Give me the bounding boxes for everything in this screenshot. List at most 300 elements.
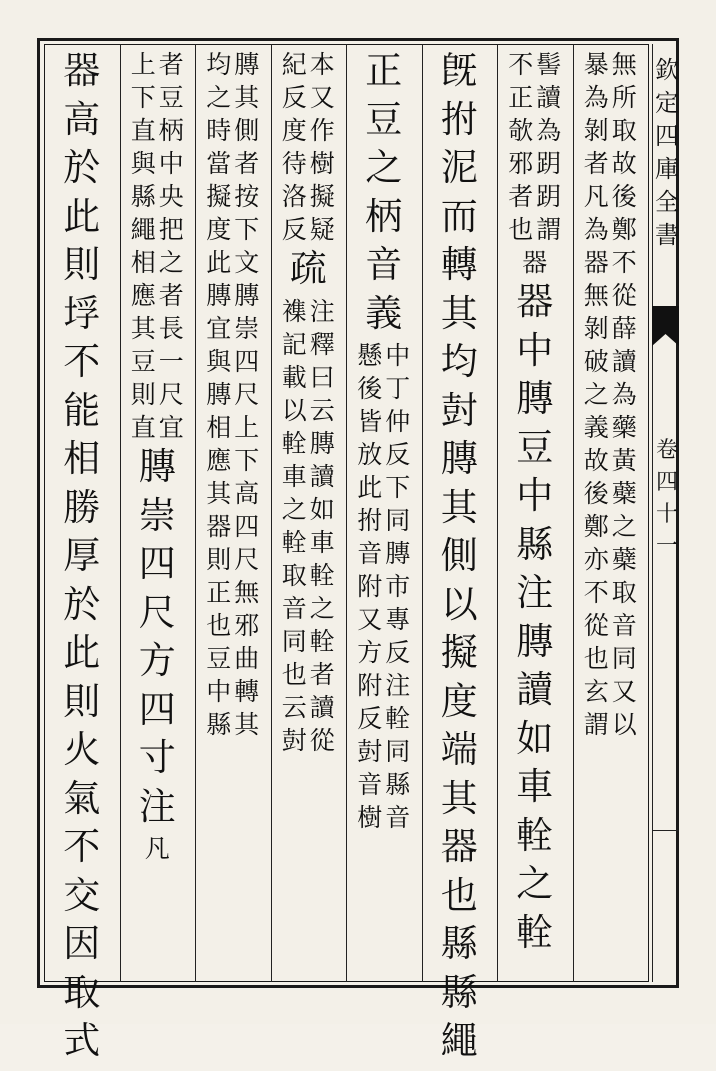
annotation-char: 疑: [309, 215, 335, 244]
annotation-char: 樹: [357, 803, 383, 832]
main-char: 其: [440, 485, 478, 529]
annotation-char: 之: [309, 593, 335, 623]
annotation-char: 應: [130, 281, 156, 310]
annotation-char: 跀: [536, 149, 562, 178]
annotation-char: 度: [206, 215, 232, 244]
annotation-char: 專: [385, 605, 411, 634]
annotation-char: 中: [385, 341, 411, 370]
double-line-annotation: [206, 52, 260, 745]
annotation-char: 其: [234, 710, 260, 739]
annotation-char: 膞: [234, 50, 260, 79]
book-title-char: 四: [655, 122, 679, 150]
volume-char: 十: [655, 502, 678, 527]
main-char: 火: [63, 728, 101, 771]
main-char: 於: [63, 146, 101, 189]
annotation-char: 欹: [508, 116, 534, 145]
annotation-char: 膞: [309, 428, 335, 458]
main-char: 此: [63, 631, 101, 674]
annotation-char: 以: [611, 710, 637, 739]
main-char: 此: [63, 194, 101, 238]
annotation-char: 讀: [309, 461, 335, 491]
annotation-char: 洛: [281, 182, 307, 211]
annotation-char: 以: [281, 395, 307, 425]
annotation-char: 方: [357, 638, 383, 667]
annotation-char: 謂: [536, 215, 562, 244]
annotation-char: 載: [281, 362, 307, 392]
double-line-annotation: [281, 296, 335, 761]
double-line-annotation: [130, 52, 184, 448]
main-char: 縣: [440, 922, 478, 965]
annotation-char: 轉: [234, 677, 260, 706]
annotation-char: 云: [281, 692, 307, 722]
annotation-char: 後: [583, 479, 609, 508]
annotation-char: 縣: [385, 770, 411, 799]
book-title-char: 定: [655, 89, 679, 117]
main-char: 不: [63, 825, 101, 868]
annotation-char: 縣: [130, 182, 156, 211]
annotation-char: 為: [611, 380, 637, 409]
annotation-char: 一: [158, 347, 184, 376]
annotation-char: 中: [158, 149, 184, 178]
main-char: 擬: [440, 631, 478, 674]
annotation-left-line: [281, 52, 307, 250]
annotation-char: 擬: [206, 182, 232, 211]
annotation-char: 注: [309, 296, 335, 326]
annotation-char: 之: [281, 494, 307, 524]
annotation-right-line: [158, 52, 184, 448]
annotation-char: 釋: [309, 329, 335, 359]
main-char: 轉: [440, 243, 478, 286]
main-char: 柄: [365, 194, 403, 238]
annotation-char: 四: [234, 347, 260, 376]
annotation-char: 所: [611, 83, 637, 112]
annotation-char: 則: [206, 545, 232, 574]
annotation-char: 均: [206, 50, 232, 79]
annotation-char: 也: [508, 215, 534, 244]
annotation-char: 直: [130, 116, 156, 145]
annotation-char: 豆: [158, 83, 184, 112]
annotation-right-line: [385, 343, 411, 838]
annotation-char: 音: [357, 770, 383, 799]
column-rule: [271, 44, 272, 982]
annotation-char: 又: [611, 677, 637, 706]
annotation-char: 尺: [234, 380, 260, 409]
volume-char: 四: [655, 470, 678, 495]
annotation-char: 按: [234, 182, 260, 211]
main-char: 於: [63, 582, 101, 626]
annotation-char: 為: [583, 215, 609, 244]
annotation-char: 襍: [281, 296, 307, 326]
main-char: 輇: [516, 910, 554, 954]
annotation-char: 故: [583, 446, 609, 475]
annotation-char: 其: [130, 314, 156, 343]
annotation-char: 無: [583, 281, 609, 310]
annotation-char: 又: [309, 83, 335, 112]
annotation-char: 音: [357, 539, 383, 568]
annotation-right-line: [536, 52, 562, 250]
annotation-char: 從: [309, 725, 335, 755]
annotation-char: 從: [583, 611, 609, 640]
annotation-char: 者: [234, 149, 260, 178]
annotation-char: 央: [158, 182, 184, 211]
main-char: 四: [138, 687, 176, 731]
main-char: 義: [365, 291, 403, 335]
annotation-char: 同: [611, 644, 637, 673]
annotation-right-line: [611, 52, 637, 745]
annotation-char: 輇: [281, 527, 307, 557]
annotation-char: 輇: [309, 626, 335, 656]
annotation-char: 故: [611, 149, 637, 178]
double-line-annotation: [281, 52, 335, 250]
annotation-char: 藥: [611, 413, 637, 442]
main-char: 輇: [516, 813, 554, 857]
annotation-char: 取: [281, 560, 307, 590]
annotation-char: 拊: [357, 506, 383, 535]
annotation-char: 記: [281, 329, 307, 359]
annotation-char: 後: [611, 182, 637, 211]
main-text-run: [513, 280, 557, 962]
main-char: 旣: [440, 49, 478, 92]
annotation-char: 同: [385, 506, 411, 535]
annotation-char: 之: [611, 512, 637, 541]
annotation-char: 作: [309, 116, 335, 145]
annotation-char: 下: [130, 83, 156, 112]
annotation-char: 反: [385, 440, 411, 469]
annotation-left-line: [508, 52, 534, 250]
text-column: [573, 52, 649, 978]
annotation-char: 直: [130, 413, 156, 442]
main-char: 崇: [138, 493, 176, 537]
text-column: [195, 52, 271, 978]
annotation-char: 邪: [234, 611, 260, 640]
main-char: 則: [63, 243, 101, 286]
main-char: 也: [440, 873, 478, 917]
annotation-char: 待: [281, 149, 307, 178]
annotation-char: 亦: [583, 545, 609, 574]
annotation-char: 取: [611, 578, 637, 607]
annotation-char: 邪: [508, 149, 534, 178]
annotation-char: 應: [206, 446, 232, 475]
annotation-char: 膞: [234, 281, 260, 310]
main-char: 膞: [516, 619, 554, 663]
main-char: 讀: [516, 668, 554, 711]
main-char: 正: [365, 49, 403, 92]
main-char: 而: [440, 194, 478, 238]
annotation-char: 之: [206, 83, 232, 112]
main-text-run: [437, 49, 481, 1071]
annotation-char: 髻: [536, 50, 562, 79]
main-char: 器: [63, 49, 101, 92]
annotation-char: 為: [536, 116, 562, 145]
annotation-char: 尌: [281, 725, 307, 755]
annotation-char: 反: [357, 704, 383, 733]
annotation-char: 附: [357, 671, 383, 700]
annotation-char: 輇: [281, 428, 307, 458]
main-char: 膞: [440, 437, 478, 480]
main-char: 均: [440, 340, 478, 383]
double-line-annotation: [508, 52, 562, 250]
annotation-char: 豆: [206, 644, 232, 673]
annotation-char: 暴: [583, 50, 609, 79]
annotation-char: 則: [130, 380, 156, 409]
annotation-char: 音: [281, 593, 307, 623]
annotation-char: 不: [583, 578, 609, 607]
annotation-char: 破: [583, 347, 609, 376]
main-char: 厚: [63, 534, 101, 577]
main-char: 寸: [138, 736, 176, 779]
annotation-char: 四: [234, 512, 260, 541]
main-char: 其: [440, 291, 478, 335]
book-title-char: 庫: [655, 155, 679, 183]
main-char: 之: [516, 862, 554, 905]
column-rule: [195, 44, 196, 982]
annotation-char: 無: [234, 578, 260, 607]
main-char: 注: [516, 571, 554, 614]
main-char: 音: [365, 243, 403, 286]
annotation-char: 讀: [536, 83, 562, 112]
annotation-char: 樹: [309, 149, 335, 178]
annotation-char: 無: [611, 50, 637, 79]
annotation-char: 鄭: [611, 215, 637, 244]
main-text-run: [135, 445, 179, 836]
annotation-char: 從: [611, 281, 637, 310]
annotation-char: 此: [357, 473, 383, 502]
annotation-char: 宜: [158, 413, 184, 442]
annotation-char: 凡: [583, 182, 609, 211]
annotation-char: 崇: [234, 314, 260, 343]
main-char: 其: [440, 776, 478, 820]
annotation-char: 器: [522, 248, 548, 277]
annotation-char: 為: [583, 83, 609, 112]
margin-divider: [652, 830, 679, 831]
main-char: 取: [63, 970, 101, 1014]
main-char: 中: [516, 328, 554, 372]
main-char: 器: [440, 825, 478, 868]
annotation-char: 反: [281, 215, 307, 244]
annotation-char: 音: [385, 803, 411, 832]
annotation-char: 蘗: [611, 545, 637, 574]
annotation-char: 取: [611, 116, 637, 145]
column-rule: [422, 44, 423, 982]
main-char: 疏: [289, 247, 327, 290]
annotation-char: 相: [130, 248, 156, 277]
annotation-char: 擬: [309, 182, 335, 211]
annotation-char: 其: [234, 83, 260, 112]
annotation-char: 者: [583, 149, 609, 178]
annotation-char: 文: [234, 248, 260, 277]
annotation-char: 蘗: [611, 479, 637, 508]
annotation-char: 也: [206, 611, 232, 640]
annotation-char: 與: [130, 149, 156, 178]
annotation-char: 上: [130, 50, 156, 79]
main-char: 端: [440, 728, 478, 771]
main-char: 以: [440, 582, 478, 626]
double-line-annotation: [583, 52, 637, 745]
main-char: 繩: [440, 1019, 478, 1062]
annotation-char: 相: [206, 413, 232, 442]
annotation-char: 讀: [309, 692, 335, 722]
annotation-char: 放: [357, 440, 383, 469]
annotation-char: 下: [385, 473, 411, 502]
annotation-char: 車: [281, 461, 307, 491]
main-char: 膞: [516, 377, 554, 420]
annotation-char: 薛: [611, 314, 637, 343]
volume-label: [655, 440, 679, 568]
main-char: 相: [63, 437, 101, 480]
annotation-char: 不: [508, 50, 534, 79]
annotation-char: 反: [385, 638, 411, 667]
annotation-right-line: [309, 52, 335, 250]
annotation-char: 中: [206, 677, 232, 706]
annotation-char: 讀: [611, 347, 637, 376]
annotation-char: 謂: [583, 710, 609, 739]
annotation-char: 下: [234, 215, 260, 244]
main-char: 度: [440, 679, 478, 723]
text-column: [497, 52, 573, 978]
main-char: 器: [516, 280, 554, 323]
annotation-char: 附: [357, 572, 383, 601]
annotation-left-line: [583, 52, 609, 745]
main-char: 四: [138, 542, 176, 585]
annotation-char: 丁: [385, 374, 411, 403]
annotation-char: 器: [206, 512, 232, 541]
annotation-char: 側: [234, 116, 260, 145]
main-char: 氣: [63, 776, 101, 820]
annotation-char: 黃: [611, 446, 637, 475]
column-rule: [120, 44, 121, 982]
main-char: 尺: [138, 590, 176, 634]
main-char: 側: [440, 534, 478, 577]
annotation-char: 者: [309, 659, 335, 689]
main-char: 注: [138, 784, 176, 828]
book-title-char: 全: [655, 188, 679, 216]
volume-char: 卷: [655, 438, 678, 463]
column-rule: [573, 44, 574, 982]
annotation-right-line: [309, 296, 335, 761]
main-text-run: [286, 247, 330, 299]
annotation-char: 同: [281, 626, 307, 656]
annotation-char: 正: [206, 578, 232, 607]
main-char: 縣: [516, 522, 554, 566]
main-text-run: [60, 49, 104, 1071]
main-char: 不: [63, 340, 101, 383]
annotation-char: 豆: [130, 347, 156, 376]
book-title: [655, 58, 679, 256]
annotation-char: 如: [309, 494, 335, 524]
annotation-char: 云: [309, 395, 335, 425]
annotation-char: 也: [583, 644, 609, 673]
column-rule: [346, 44, 347, 982]
annotation-char: 曲: [234, 644, 260, 673]
annotation-char: 把: [158, 215, 184, 244]
main-char: 中: [516, 474, 554, 517]
annotation-char: 曰: [309, 362, 335, 392]
annotation-char: 義: [583, 413, 609, 442]
annotation-char: 本: [309, 50, 335, 79]
main-char: 如: [516, 716, 554, 760]
annotation-char: 玄: [583, 677, 609, 706]
main-char: 拊: [440, 97, 478, 141]
annotation-char: 度: [281, 116, 307, 145]
main-char: 能: [63, 388, 101, 432]
annotation-char: 尌: [357, 737, 383, 766]
annotation-char: 膞: [206, 281, 232, 310]
main-char: 車: [516, 765, 554, 808]
column-rule: [497, 44, 498, 982]
annotation-run: [522, 250, 548, 283]
annotation-char: 繩: [130, 215, 156, 244]
annotation-char: 輇: [309, 560, 335, 590]
book-title-char: 欽: [655, 56, 679, 84]
annotation-char: 不: [611, 248, 637, 277]
annotation-char: 尺: [234, 545, 260, 574]
annotation-char: 者: [508, 182, 534, 211]
annotation-char: 輇: [385, 704, 411, 733]
annotation-char: 長: [158, 314, 184, 343]
annotation-right-line: [234, 52, 260, 745]
annotation-char: 又: [357, 605, 383, 634]
annotation-left-line: [281, 296, 307, 761]
double-line-annotation: [357, 343, 411, 838]
main-char: 縣: [440, 970, 478, 1014]
text-column: [120, 52, 196, 978]
annotation-char: 宜: [206, 314, 232, 343]
main-char: 膞: [138, 445, 176, 488]
annotation-char: 剝: [583, 314, 609, 343]
annotation-char: 器: [583, 248, 609, 277]
annotation-char: 高: [234, 479, 260, 508]
annotation-char: 同: [385, 737, 411, 766]
annotation-char: 懸: [357, 341, 383, 370]
annotation-char: 反: [281, 83, 307, 112]
main-char: 泥: [440, 146, 478, 189]
text-column: [271, 52, 347, 978]
main-char: 豆: [365, 97, 403, 141]
annotation-char: 與: [206, 347, 232, 376]
main-text-run: [362, 49, 406, 343]
main-char: 交: [63, 873, 101, 917]
annotation-left-line: [357, 343, 383, 838]
annotation-char: 者: [158, 50, 184, 79]
annotation-char: 尺: [158, 380, 184, 409]
annotation-char: 車: [309, 527, 335, 557]
annotation-char: 跀: [536, 182, 562, 211]
annotation-char: 膞: [385, 539, 411, 568]
annotation-char: 後: [357, 374, 383, 403]
annotation-char: 當: [206, 149, 232, 178]
annotation-char: 縣: [206, 710, 232, 739]
main-char: 方: [138, 639, 176, 682]
annotation-char: 正: [508, 83, 534, 112]
annotation-char: 剝: [583, 116, 609, 145]
annotation-char: 上: [234, 413, 260, 442]
annotation-char: 音: [611, 611, 637, 640]
annotation-char: 其: [206, 479, 232, 508]
annotation-char: 下: [234, 446, 260, 475]
annotation-char: 柄: [158, 116, 184, 145]
volume-char: 一: [655, 534, 678, 559]
text-column: [346, 49, 422, 978]
main-char: 尌: [440, 388, 478, 432]
annotation-char: 市: [385, 572, 411, 601]
main-char: 式: [63, 1019, 101, 1062]
annotation-char: 時: [206, 116, 232, 145]
annotation-char: 注: [385, 671, 411, 700]
annotation-char: 之: [583, 380, 609, 409]
annotation-char: 此: [206, 248, 232, 277]
annotation-char: 者: [158, 281, 184, 310]
annotation-char: 鄭: [583, 512, 609, 541]
